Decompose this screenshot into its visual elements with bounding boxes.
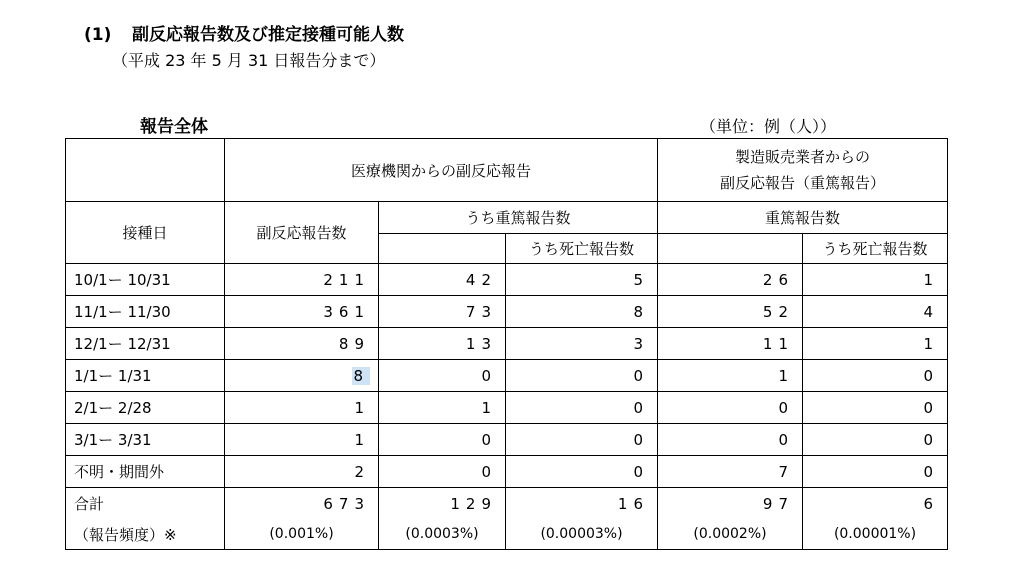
header-row-mid	[66, 202, 948, 234]
row-serious: 73	[379, 296, 506, 328]
row-serious: 1	[379, 392, 506, 424]
header-manufacturer-line2: 副反応報告（重篤報告）	[720, 174, 886, 192]
row-reports: 361	[225, 296, 379, 328]
row-mfr-serious: 0	[658, 392, 803, 424]
header-serious: うち重篤報告数	[379, 202, 658, 234]
row-mfr-serious: 1	[658, 360, 803, 392]
table-row	[66, 328, 948, 360]
header-reports: 副反応報告数	[225, 202, 379, 264]
row-date: 1/1ー 1/31	[66, 360, 225, 392]
row-mfr-deaths: 0	[803, 456, 948, 488]
row-reports: 89	[225, 328, 379, 360]
table-title: 報告全体	[140, 117, 208, 137]
total-row	[66, 488, 948, 520]
row-deaths: 0	[506, 392, 658, 424]
row-serious: 42	[379, 264, 506, 296]
total-label: 合計	[66, 488, 225, 520]
row-serious: 0	[379, 360, 506, 392]
header-mfr-serious: 重篤報告数	[658, 202, 948, 234]
header-date: 接種日	[66, 202, 225, 264]
header-mfr-deaths: うち死亡報告数	[803, 234, 948, 264]
row-date: 11/1ー 11/30	[66, 296, 225, 328]
row-serious: 13	[379, 328, 506, 360]
report-table	[65, 138, 948, 550]
row-mfr-deaths: 0	[803, 360, 948, 392]
total-mfr-deaths: 6	[803, 488, 948, 520]
row-mfr-deaths: 1	[803, 328, 948, 360]
section-number: (1)	[84, 25, 112, 45]
header-row-top	[66, 139, 948, 202]
frequency-row	[66, 519, 948, 550]
row-date: 不明・期間外	[66, 456, 225, 488]
table-row	[66, 392, 948, 424]
total-serious: 129	[379, 488, 506, 520]
table-row	[66, 456, 948, 488]
row-reports[interactable]	[225, 360, 379, 392]
row-mfr-deaths: 0	[803, 424, 948, 456]
row-mfr-serious: 7	[658, 456, 803, 488]
section-title: 副反応報告数及び推定接種可能人数	[132, 25, 404, 45]
total-reports: 673	[225, 488, 379, 520]
row-date: 12/1ー 12/31	[66, 328, 225, 360]
header-deaths: うち死亡報告数	[506, 234, 658, 264]
header-manufacturer-line1: 製造販売業者からの	[735, 148, 871, 166]
row-deaths: 3	[506, 328, 658, 360]
row-reports: 1	[225, 424, 379, 456]
row-serious: 0	[379, 456, 506, 488]
frequency-serious: (0.0003%)	[379, 519, 506, 550]
frequency-mfr-deaths: (0.00001%)	[803, 519, 948, 550]
row-mfr-deaths: 4	[803, 296, 948, 328]
row-deaths: 5	[506, 264, 658, 296]
frequency-mfr-serious: (0.0002%)	[658, 519, 803, 550]
frequency-label: （報告頻度）※	[66, 519, 225, 550]
row-reports: 2	[225, 456, 379, 488]
selected-value[interactable]: 8	[353, 366, 369, 385]
empty-header-cell	[66, 139, 225, 202]
section-heading	[84, 20, 404, 45]
header-manufacturer	[658, 139, 948, 202]
unit-note: （単位：例（人））	[700, 117, 837, 136]
row-reports: 1	[225, 392, 379, 424]
row-reports: 211	[225, 264, 379, 296]
row-mfr-deaths: 1	[803, 264, 948, 296]
total-mfr-serious: 97	[658, 488, 803, 520]
row-date: 2/1ー 2/28	[66, 392, 225, 424]
table-row	[66, 424, 948, 456]
row-mfr-serious: 0	[658, 424, 803, 456]
table-row	[66, 296, 948, 328]
row-date: 10/1ー 10/31	[66, 264, 225, 296]
row-mfr-serious: 11	[658, 328, 803, 360]
table-row	[66, 360, 948, 392]
report-date-note: （平成 23 年 5 月 31 日報告分まで）	[112, 51, 386, 70]
row-deaths: 0	[506, 360, 658, 392]
row-date: 3/1ー 3/31	[66, 424, 225, 456]
row-deaths: 0	[506, 456, 658, 488]
header-medical: 医療機関からの副反応報告	[225, 139, 658, 202]
frequency-reports: (0.001%)	[225, 519, 379, 550]
row-serious: 0	[379, 424, 506, 456]
row-mfr-serious: 52	[658, 296, 803, 328]
table-row	[66, 264, 948, 296]
frequency-deaths: (0.00003%)	[506, 519, 658, 550]
row-deaths: 8	[506, 296, 658, 328]
row-mfr-deaths: 0	[803, 392, 948, 424]
total-deaths: 16	[506, 488, 658, 520]
row-deaths: 0	[506, 424, 658, 456]
row-mfr-serious: 26	[658, 264, 803, 296]
